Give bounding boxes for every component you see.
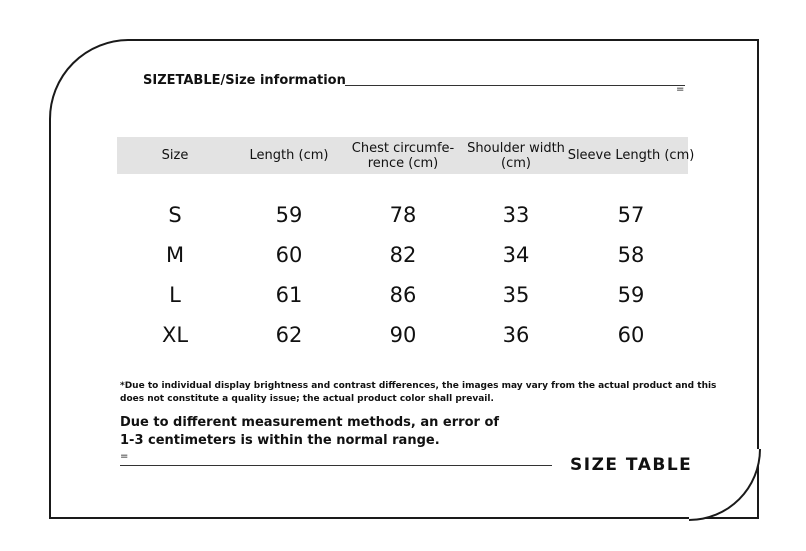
table-header-cell: Sleeve Length (cm) [567, 148, 695, 163]
table-cell: 59 [275, 203, 303, 227]
table-cell: 60 [617, 323, 645, 347]
table-cell: 35 [502, 283, 530, 307]
table-cell: 60 [275, 243, 303, 267]
table-cell: 90 [389, 323, 417, 347]
table-cell: 34 [502, 243, 530, 267]
table-header-cell: Length (cm) [249, 148, 329, 163]
table-cell: 61 [275, 283, 303, 307]
footer-mark: = [120, 451, 129, 462]
table-cell: 58 [617, 243, 645, 267]
table-header-cell: Size [161, 148, 189, 163]
size-info-title: SIZETABLE/Size information [143, 73, 346, 88]
footer-rule [120, 465, 552, 466]
title-rule [345, 85, 685, 86]
disclaimer-note: *Due to individual display brightness and contrast differences, the images may vary from the actual product and this does not constitute a quality issue; the actual product color shall prevail. [120, 381, 717, 404]
table-cell: 62 [275, 323, 303, 347]
table-cell: 78 [389, 203, 417, 227]
size-label-cell: S [168, 203, 182, 227]
table-cell: 33 [502, 203, 530, 227]
table-header-cell: Shoulder width (cm) [467, 140, 565, 171]
table-cell: 36 [502, 323, 530, 347]
table-cell: 57 [617, 203, 645, 227]
size-label-cell: L [169, 283, 181, 307]
measurement-note: Due to different measurement methods, an error of 1-3 centimeters is within the normal range. [120, 415, 500, 448]
size-label-cell: XL [161, 323, 189, 347]
table-cell: 86 [389, 283, 417, 307]
table-header-cell: Chest circumfe- rence (cm) [351, 140, 455, 171]
table-cell: 82 [389, 243, 417, 267]
size-table-label: SIZE TABLE [570, 455, 693, 475]
title-mark: = [676, 84, 685, 95]
table-cell: 59 [617, 283, 645, 307]
size-label-cell: M [165, 243, 185, 267]
